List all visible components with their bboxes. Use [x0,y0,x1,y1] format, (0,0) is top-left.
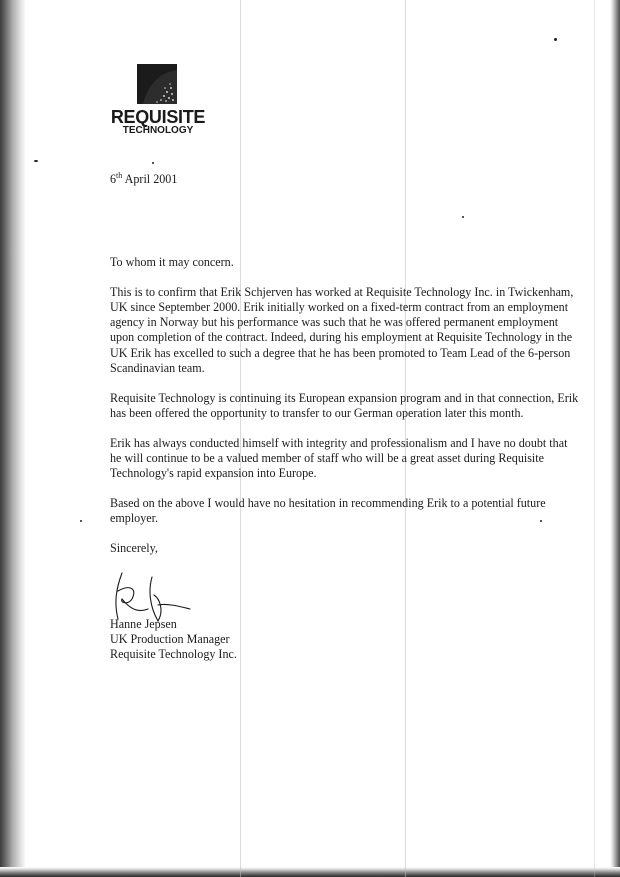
letter-date [110,172,580,187]
logo-subtitle: TECHNOLOGY [122,125,194,136]
scan-bottom-edge [0,867,620,877]
logo-mark-icon [137,64,177,104]
scan-speck [152,162,154,164]
paragraph-character: Erik has always conducted himself with integrity and professionalism and I have no doubt that he will continue to be a valued member of staff who will be a great asset during Requisite Technology's rapid expansion into Europe. [110,435,568,481]
signature-area [110,575,580,617]
closing: Sincerely, [110,541,158,556]
signer-title: UK Production Manager [110,631,230,646]
handwritten-signature [108,569,198,629]
fold-line [594,0,595,877]
scan-speck [554,38,557,41]
paragraph-expansion: Requisite Technology is continuing its European expansion program and in that connection, Erik has been offered the opportunity to transfer to our German operation later this month. [110,390,579,420]
signer-name: Hanne Jepsen [110,616,177,631]
scan-speck [80,520,82,522]
paragraph-recommendation: Based on the above I would have no hesitation in recommending Erik to a potential future employer. [110,496,546,526]
date-day: 6 [110,172,117,186]
date-month-year: April 2001 [122,172,178,186]
date-suffix: th [116,170,123,180]
signer-company: Requisite Technology Inc. [110,646,237,661]
salutation: To whom it may concern. [110,255,234,270]
logo-wordmark: REQUISITE [110,107,206,127]
company-logo [108,64,208,140]
letter-body [110,172,580,662]
scan-left-edge [0,0,26,877]
scan-right-edge [610,0,620,877]
scan-speck [34,160,38,162]
paragraph-confirmation: This is to confirm that Erik Schjerven has worked at Requisite Technology Inc. in Twickenham, UK since September 2000. Erik initially worked on a fixed-term contract from an employment agency in Norway but his performance was such that he was offered permanent employment upon completion of the contract. Indeed, during his employment at Requisite Technology in the UK Erik has excelled to such a degree that he has been promoted to Team Lead of the 6-person Scandinavian team. [110,285,574,375]
